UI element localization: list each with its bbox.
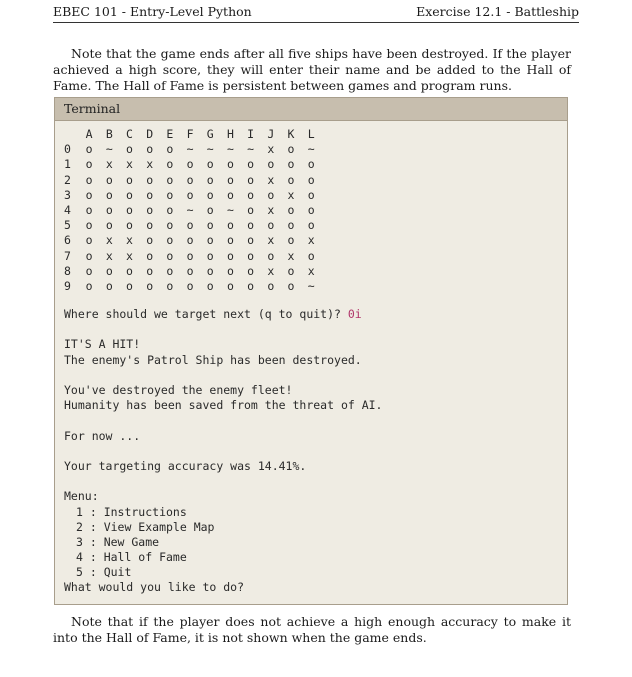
board-cell: x (307, 263, 315, 278)
board-cell: x (267, 172, 275, 187)
board-cell: o (85, 202, 93, 217)
prompt-text: Where should we target next (q to quit)? (64, 307, 348, 322)
board-cell: ~ (105, 142, 113, 157)
board-cell: o (206, 202, 214, 217)
board-cell: o (146, 263, 154, 278)
board-cell: o (126, 263, 133, 278)
row-label: 5 (64, 218, 71, 233)
board-cell: o (226, 157, 234, 172)
exercise-title: Exercise 12.1 - Battleship (416, 4, 579, 19)
menu-item-new-game: 3 : New Game (76, 534, 160, 549)
board-cell: x (146, 157, 154, 172)
board-cell: o (126, 202, 133, 217)
board-cell: o (267, 278, 275, 293)
board-cell: x (126, 248, 133, 263)
accuracy-message: Your targeting accuracy was 14.41%. (64, 458, 307, 473)
board-cell: x (287, 248, 295, 263)
intro-paragraph (53, 46, 571, 94)
board-cell: o (146, 278, 154, 293)
menu-item-instructions: 1 : Instructions (76, 504, 187, 519)
board-cell: o (85, 278, 93, 293)
board-cell: o (166, 263, 174, 278)
column-label: E (166, 127, 174, 141)
board-cell: o (146, 218, 154, 233)
board-cell: o (186, 187, 194, 202)
course-title: EBEC 101 - Entry-Level Python (53, 4, 252, 19)
board-cell: x (267, 263, 275, 278)
board-cell: o (105, 202, 113, 217)
board-cell: ~ (307, 278, 315, 293)
board-cell: o (126, 172, 133, 187)
board-cell: o (307, 187, 315, 202)
board-cell: o (226, 263, 234, 278)
board-cell: x (105, 157, 113, 172)
board-cell: o (85, 172, 93, 187)
column-label: G (206, 127, 214, 141)
board-cell: o (247, 187, 255, 202)
board-cell: o (126, 278, 133, 293)
board-cell: o (186, 157, 194, 172)
board-cell: o (206, 263, 214, 278)
board-cell: o (247, 157, 255, 172)
row-label: 2 (64, 172, 71, 187)
board-cell: x (105, 233, 113, 248)
terminal-window (54, 97, 568, 605)
board-cell: o (307, 172, 315, 187)
intro-text: Note that the game ends after all five ships have been destroyed. If the player achieved a high score, they will enter their name and be added to the Hall of Fame. The Hall of Fame is persistent between games and program runs. (53, 46, 571, 93)
board-cell: o (267, 218, 275, 233)
board-cell: o (206, 172, 214, 187)
board-cell: o (166, 248, 174, 263)
column-label: F (186, 127, 194, 141)
board-cell: o (247, 202, 255, 217)
row-label: 9 (64, 278, 71, 293)
column-label: I (247, 127, 255, 141)
board-cell: o (206, 233, 214, 248)
board-cell: o (146, 233, 154, 248)
menu-item-quit: 5 : Quit (76, 565, 132, 580)
board-cell: o (85, 218, 93, 233)
board-cell: ~ (206, 142, 214, 157)
menu-question: What would you like to do? (64, 580, 245, 595)
board-cell: ~ (186, 142, 194, 157)
board-cell: o (146, 202, 154, 217)
board-cell: o (146, 172, 154, 187)
column-label: A (85, 127, 93, 141)
board-cell: o (226, 187, 234, 202)
board-cell: o (307, 248, 315, 263)
board-cell: o (85, 187, 93, 202)
board-cell: o (105, 187, 113, 202)
prompt-user-input: 0i (347, 307, 362, 322)
row-label: 1 (64, 157, 71, 172)
terminal-output (55, 121, 567, 596)
row-label: 4 (64, 202, 71, 217)
board-cell: x (267, 233, 275, 248)
board-cell: o (287, 157, 295, 172)
board-cell: o (267, 157, 275, 172)
ship-destroyed-message: The enemy's Patrol Ship has been destroyed. (64, 352, 362, 367)
board-cell: o (307, 202, 315, 217)
board-cell: o (206, 248, 214, 263)
board-cell: x (105, 248, 113, 263)
target-prompt (64, 307, 567, 322)
board-cell: o (186, 248, 194, 263)
board-cell: x (126, 233, 133, 248)
hit-message: IT'S A HIT! (64, 337, 141, 352)
board-cell: o (287, 263, 295, 278)
board-cell: o (247, 172, 255, 187)
board-cell: o (247, 218, 255, 233)
board-cell: o (287, 172, 295, 187)
fleet-destroyed-message: You've destroyed the enemy fleet! (64, 383, 293, 397)
menu-item-example-map: 2 : View Example Map (76, 519, 215, 534)
board-cell: o (105, 218, 113, 233)
board-cell: o (206, 278, 214, 293)
board-cell: o (287, 233, 295, 248)
board-cell: o (206, 187, 214, 202)
column-label: B (105, 127, 113, 141)
board-cell: o (146, 248, 154, 263)
board-cell: o (307, 218, 315, 233)
board-cell: o (287, 218, 295, 233)
board-cell: o (105, 172, 113, 187)
board-cell: o (226, 248, 234, 263)
board-cell: o (146, 187, 154, 202)
board-cell: o (186, 172, 194, 187)
board-cell: o (186, 278, 194, 293)
board-cell: o (247, 278, 255, 293)
board-cell: ~ (307, 142, 315, 157)
menu-title: Menu: (64, 489, 99, 504)
board-cell: o (105, 278, 113, 293)
row-label: 3 (64, 187, 71, 202)
board-cell: o (85, 263, 93, 278)
board-cell: o (186, 233, 194, 248)
board-cell: o (226, 278, 234, 293)
board-cell: ~ (247, 142, 255, 157)
board-cell: o (146, 142, 154, 157)
board-cell: ~ (226, 142, 234, 157)
board-cell: o (166, 233, 174, 248)
menu-item-hall-of-fame: 4 : Hall of Fame (76, 550, 187, 565)
board-cell: o (166, 172, 174, 187)
board-cell: o (186, 218, 194, 233)
board-cell: o (126, 218, 133, 233)
board-cell: o (307, 157, 315, 172)
board-cell: x (126, 157, 133, 172)
board-cell: o (206, 157, 214, 172)
board-cell: o (287, 202, 295, 217)
board-cell: o (247, 263, 255, 278)
board-cell: o (166, 187, 174, 202)
board-cell: o (267, 187, 275, 202)
outro-paragraph (53, 614, 571, 646)
board-cell: o (166, 142, 174, 157)
board-cell: o (206, 218, 214, 233)
board-cell: o (287, 142, 295, 157)
row-label: 8 (64, 263, 71, 278)
board-cell: o (186, 263, 194, 278)
row-label: 7 (64, 248, 71, 263)
board-corner (64, 127, 79, 142)
board-cell: x (307, 233, 315, 248)
board-cell: o (105, 263, 113, 278)
humanity-saved-message: Humanity has been saved from the threat of AI. (64, 398, 383, 413)
board-cell: o (85, 157, 93, 172)
board-cell: ~ (186, 202, 194, 217)
board-cell: o (226, 218, 234, 233)
board-cell: o (126, 142, 133, 157)
board-cell: o (85, 142, 93, 157)
board-cell: o (166, 202, 174, 217)
page-header (53, 4, 579, 23)
board-cell: o (247, 233, 255, 248)
board-cell: o (247, 248, 255, 263)
board-cell: o (166, 157, 174, 172)
column-label: H (226, 127, 234, 141)
board-cell: x (267, 142, 275, 157)
battleship-board (64, 127, 567, 294)
board-cell: o (226, 233, 234, 248)
board-cell: o (267, 248, 275, 263)
board-cell: o (126, 187, 133, 202)
outro-text: Note that if the player does not achieve a high enough accuracy to make it into the Hall of Fame, it is not shown when the game ends. (53, 614, 571, 645)
column-label: C (126, 127, 133, 141)
column-label: K (287, 127, 295, 141)
column-label: L (307, 127, 315, 141)
row-label: 6 (64, 233, 71, 248)
board-cell: o (166, 218, 174, 233)
board-cell: o (85, 233, 93, 248)
board-cell: o (226, 172, 234, 187)
for-now-message: For now ... (64, 428, 141, 443)
row-label: 0 (64, 142, 71, 157)
board-cell: o (287, 278, 295, 293)
column-label: J (267, 127, 275, 141)
board-cell: o (85, 248, 93, 263)
terminal-title: Terminal (55, 98, 567, 121)
board-cell: x (287, 187, 295, 202)
board-cell: o (166, 278, 174, 293)
column-label: D (146, 127, 154, 141)
board-cell: ~ (226, 202, 234, 217)
board-cell: x (267, 202, 275, 217)
